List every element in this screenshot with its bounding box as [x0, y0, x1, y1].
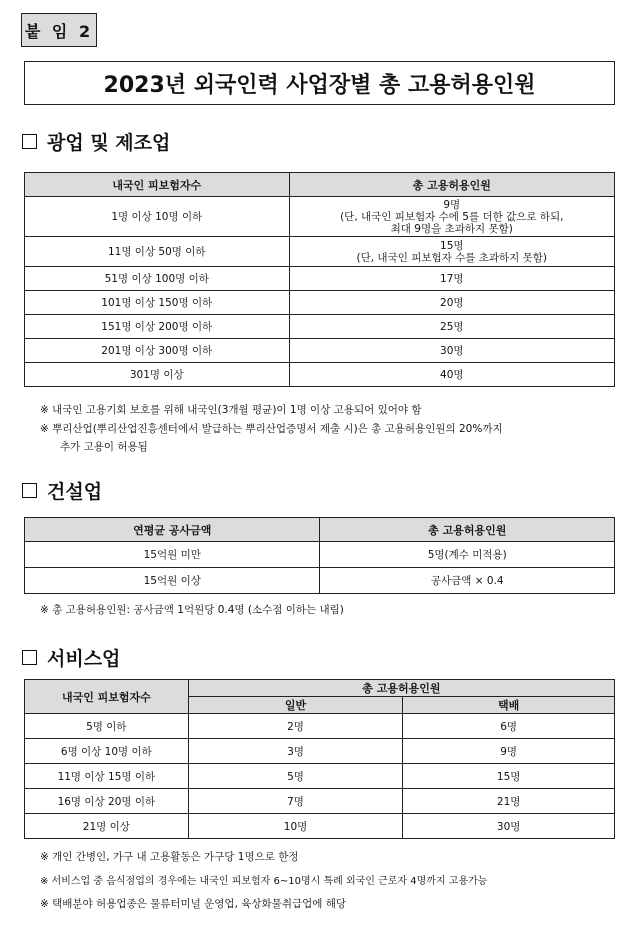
cell-allowed: 공사금액 × 0.4 [320, 568, 615, 594]
cell-allowed: 30명 [289, 339, 614, 363]
table-row [25, 542, 615, 568]
cell-range: 301명 이상 [25, 363, 290, 387]
section-heading-const-label: 건설업 [47, 481, 103, 503]
table-row [25, 291, 615, 315]
cell-general: 2명 [188, 714, 403, 739]
cell-general: 7명 [188, 789, 403, 814]
header-avg-construction-cost: 연평균 공사금액 [25, 518, 320, 542]
table-row [25, 789, 615, 814]
table-row [25, 764, 615, 789]
note-mfg-1: ※ 내국인 고용기회 보호를 위해 내국인(3개월 평균)이 1명 이상 고용되어 있어야 함 [40, 404, 422, 416]
table-row [25, 339, 615, 363]
table-row [25, 714, 615, 739]
table-row [25, 814, 615, 839]
cell-range: 15억원 미만 [25, 542, 320, 568]
table-const [24, 517, 615, 594]
cell-line: (단, 내국인 피보험자 수를 초과하지 못함) [356, 251, 548, 264]
cell-range: 1명 이상 10명 이하 [25, 197, 290, 237]
checkbox-square-icon [22, 134, 37, 149]
header-insured: 내국인 피보험자수 [25, 680, 189, 714]
cell-line: 9명 [443, 198, 461, 211]
note-mfg-3: 추가 고용이 허용됨 [60, 441, 148, 453]
note-mfg-2: ※ 뿌리산업(뿌리산업진흥센터에서 발급하는 뿌리산업증명서 제출 시)은 총 고용허용인원의 20%까지 [40, 423, 503, 435]
cell-allowed: 5명(계수 미적용) [320, 542, 615, 568]
cell-range: 21명 이상 [25, 814, 189, 839]
cell-allowed: 25명 [289, 315, 614, 339]
table-row [25, 568, 615, 594]
cell-delivery: 9명 [403, 739, 615, 764]
cell-general: 3명 [188, 739, 403, 764]
header-delivery: 택배 [403, 697, 615, 714]
cell-range: 201명 이상 300명 이하 [25, 339, 290, 363]
cell-range: 6명 이상 10명 이하 [25, 739, 189, 764]
note-service-1: ※ 개인 간병인, 가구 내 고용활동은 가구당 1명으로 한정 [40, 851, 299, 863]
checkbox-square-icon [22, 650, 37, 665]
checkbox-square-icon [22, 483, 37, 498]
section-heading-mfg [22, 128, 170, 155]
section-heading-service [22, 644, 120, 671]
table-row [25, 267, 615, 291]
header-insured: 내국인 피보험자수 [25, 173, 290, 197]
table-row [25, 197, 615, 237]
page-title: 2023년 외국인력 사업장별 총 고용허용인원 [24, 61, 615, 105]
note-service-3: ※ 택배분야 허용업종은 물류터미널 운영업, 육상화물취급업에 해당 [40, 898, 347, 910]
section-heading-const [22, 477, 102, 504]
note-service-2: ※ 서비스업 중 음식점업의 경우에는 내국인 피보험자 6~10명시 특례 외국인 근로자 4명까지 고용가능 [40, 876, 488, 887]
cell-delivery: 6명 [403, 714, 615, 739]
cell-general: 5명 [188, 764, 403, 789]
cell-range: 16명 이상 20명 이하 [25, 789, 189, 814]
header-total-allowed: 총 고용허용인원 [188, 680, 614, 697]
cell-range: 15억원 이상 [25, 568, 320, 594]
cell-delivery: 30명 [403, 814, 615, 839]
cell-allowed: 20명 [289, 291, 614, 315]
cell-allowed: 40명 [289, 363, 614, 387]
cell-delivery: 21명 [403, 789, 615, 814]
table-row [25, 739, 615, 764]
cell-allowed [289, 237, 614, 267]
cell-line: 최대 9명을 초과하지 못함) [390, 222, 513, 235]
table-row [25, 363, 615, 387]
section-heading-service-label: 서비스업 [47, 648, 121, 670]
cell-range: 151명 이상 200명 이하 [25, 315, 290, 339]
table-service [24, 679, 615, 839]
cell-line: 15명 [440, 239, 464, 252]
cell-allowed: 17명 [289, 267, 614, 291]
cell-range: 101명 이상 150명 이하 [25, 291, 290, 315]
cell-line: (단, 내국인 피보험자 수에 5를 더한 값으로 하되, [340, 210, 564, 223]
cell-range: 11명 이상 15명 이하 [25, 764, 189, 789]
cell-range: 11명 이상 50명 이하 [25, 237, 290, 267]
table-mfg [24, 172, 615, 387]
section-heading-mfg-label: 광업 및 제조업 [47, 132, 171, 154]
header-general: 일반 [188, 697, 403, 714]
cell-range: 5명 이하 [25, 714, 189, 739]
table-row [25, 237, 615, 267]
cell-range: 51명 이상 100명 이하 [25, 267, 290, 291]
header-total-allowed: 총 고용허용인원 [320, 518, 615, 542]
attachment-tag: 붙 임 2 [21, 13, 97, 47]
table-row [25, 315, 615, 339]
note-const-1: ※ 총 고용허용인원: 공사금액 1억원당 0.4명 (소수점 이하는 내림) [40, 604, 344, 616]
cell-general: 10명 [188, 814, 403, 839]
header-total-allowed: 총 고용허용인원 [289, 173, 614, 197]
cell-allowed [289, 197, 614, 237]
cell-delivery: 15명 [403, 764, 615, 789]
